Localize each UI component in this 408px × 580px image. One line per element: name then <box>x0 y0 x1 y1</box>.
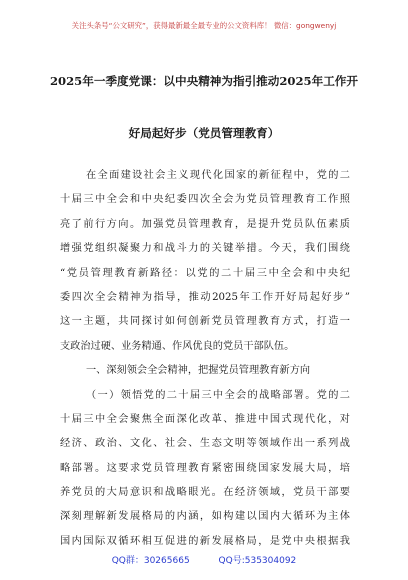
body-line: 深刻理解新发展格局的内涵，如构建以国内大循环为主体 <box>60 511 350 523</box>
footer-qq-number: QQ号:535304092 <box>218 556 297 566</box>
body-line: 亮了前行方向。加强党员管理教育，是提升党员队伍素质 <box>60 218 350 230</box>
body-line: 一、深刻领会全会精神，把握党员管理教育新方向 <box>86 365 311 377</box>
body-line: 支政治过硬、业务精通、作风优良的党员干部队伍。 <box>60 340 295 352</box>
body-line: （一）领悟党的二十届三中全会的战略部署。党的二 <box>86 389 350 401</box>
footer-contact <box>0 553 408 566</box>
body-line: 增强党组织凝聚力和战斗力的关键举措。今天，我们围绕 <box>60 243 350 255</box>
document-body <box>60 164 350 554</box>
body-line: “党员管理教育新路径：以党的二十届三中全会和中央纪 <box>60 267 350 279</box>
body-line: 在全面建设社会主义现代化国家的新征程中，党的二 <box>86 170 350 181</box>
body-line: 这一主题，共同探讨如何创新党员管理教育方式，打造一 <box>60 316 350 328</box>
body-line: 国内国际双循环相互促进的新发展格局，是党中央根据我 <box>60 535 350 547</box>
body-line: 委四次全会精神为指导，推动2025年工作开好局起好步” <box>60 291 350 303</box>
body-line: 十届三中全会聚焦全面深化改革、推进中国式现代化，对 <box>60 413 350 425</box>
body-line: 十届三中全会和中央纪委四次全会为党员管理教育工作照 <box>60 194 350 206</box>
body-line: 略部署。这要求党员管理教育紧密围绕国家发展大局，培 <box>60 462 350 474</box>
header-notice: 关注头条号“公文研究”，获得最新最全最专业的公文资料库！ 微信：gongwenyj <box>71 21 337 30</box>
document-title-line-1: 2025年一季度党课：以中央精神为指引推动2025年工作开 <box>49 74 358 88</box>
footer-qq-group: QQ群：30265665 <box>111 556 190 566</box>
body-line: 经济、政治、文化、社会、生态文明等领域作出一系列战 <box>60 438 350 450</box>
document-title-line-2: 好局起好步（党员管理教育） <box>128 126 280 140</box>
body-line: 养党员的大局意识和战略眼光。在经济领域，党员干部要 <box>60 487 350 499</box>
